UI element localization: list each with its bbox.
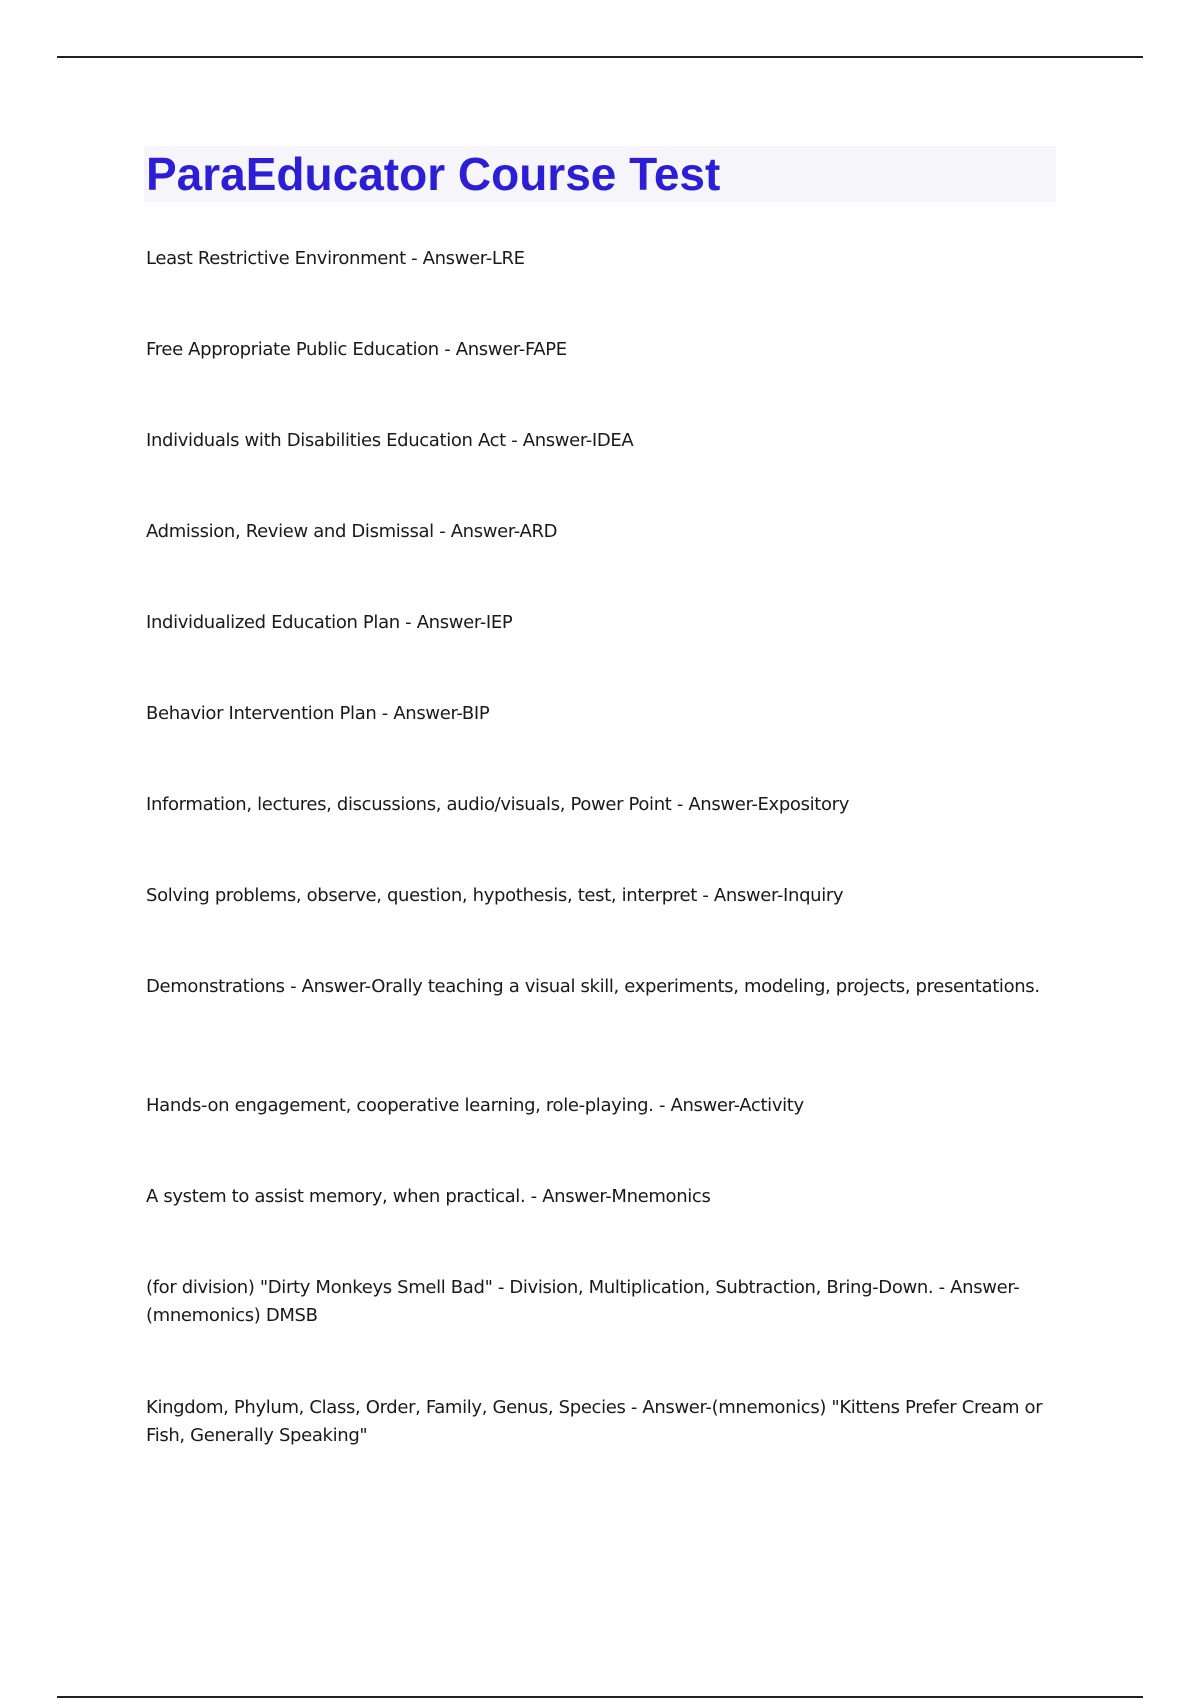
- qa-item: Solving problems, observe, question, hypothesis, test, interpret - Answer-Inquiry: [146, 885, 844, 906]
- qa-item: Hands-on engagement, cooperative learning, role-playing. - Answer-Activity: [146, 1095, 804, 1116]
- top-rule: [57, 56, 1143, 58]
- qa-item: Individualized Education Plan - Answer-IEP: [146, 612, 513, 633]
- page-title: ParaEducator Course Test: [146, 148, 721, 200]
- bottom-rule: [57, 1696, 1143, 1698]
- qa-item: Kingdom, Phylum, Class, Order, Family, Genus, Species - Answer-(mnemonics) "Kittens Prefer Cream or Fish, Generally Speaking": [146, 1397, 1043, 1446]
- qa-item: (for division) "Dirty Monkeys Smell Bad" - Division, Multiplication, Subtraction, Bring-Down. - Answer-(mnemonics) DMSB: [146, 1277, 1020, 1326]
- qa-item: Admission, Review and Dismissal - Answer-ARD: [146, 521, 558, 542]
- qa-item: Behavior Intervention Plan - Answer-BIP: [146, 703, 490, 724]
- qa-item: Demonstrations - Answer-Orally teaching a visual skill, experiments, modeling, projects, presentations.: [146, 976, 1040, 997]
- qa-item: Least Restrictive Environment - Answer-LRE: [146, 248, 525, 269]
- qa-item: Individuals with Disabilities Education Act - Answer-IDEA: [146, 430, 634, 451]
- qa-item: Information, lectures, discussions, audio/visuals, Power Point - Answer-Expository: [146, 794, 849, 815]
- qa-item: Free Appropriate Public Education - Answer-FAPE: [146, 339, 567, 360]
- qa-item: A system to assist memory, when practical. - Answer-Mnemonics: [146, 1186, 711, 1207]
